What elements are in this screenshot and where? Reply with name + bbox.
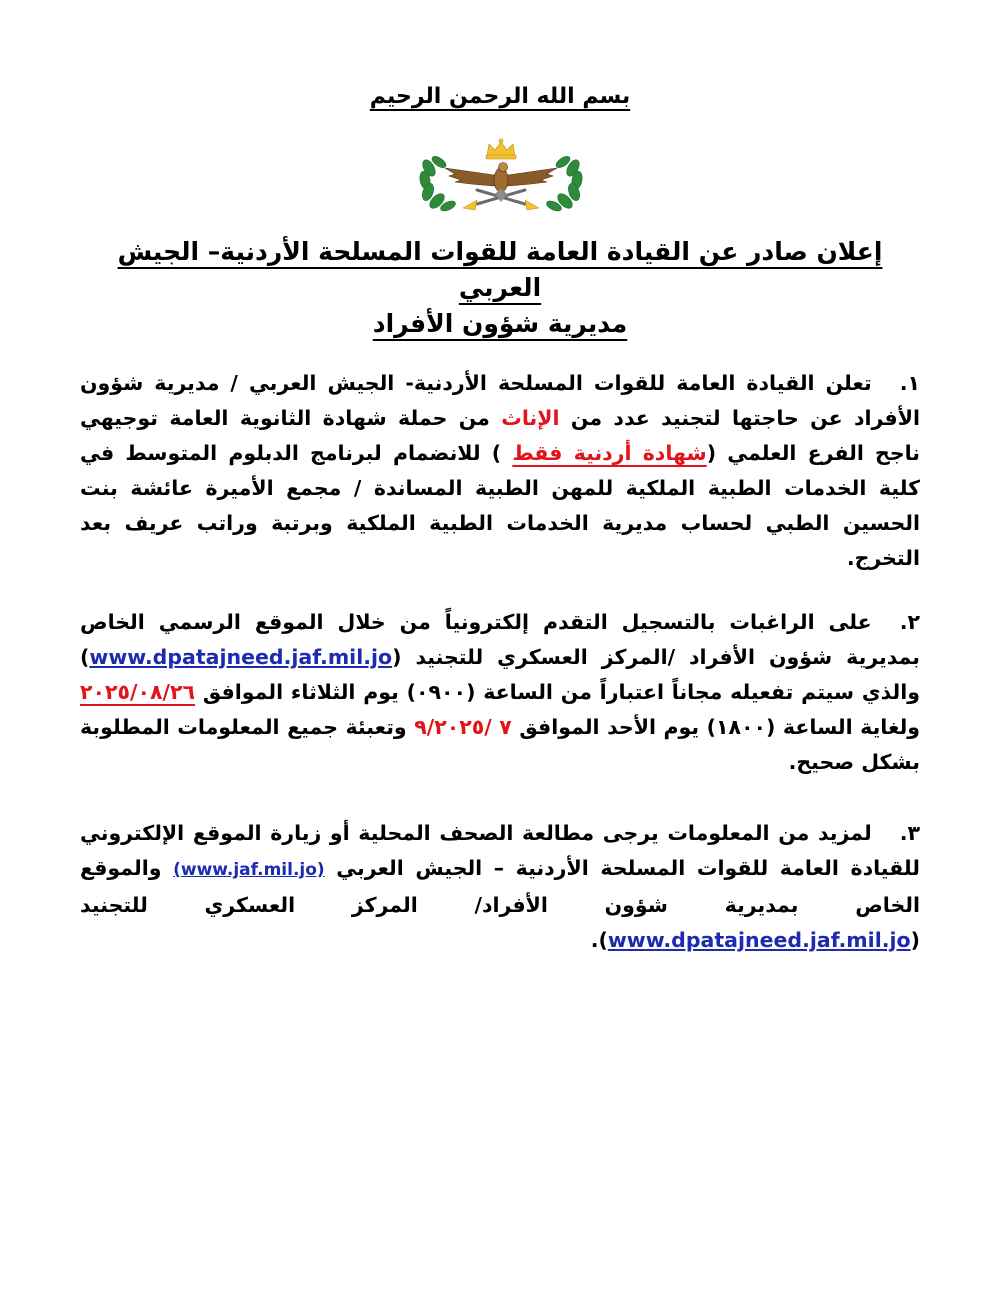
- jaf-link[interactable]: (www.jaf.mil.jo): [173, 860, 325, 880]
- paragraph-number: ٢.: [899, 610, 920, 634]
- basmala-header: [0, 84, 1000, 109]
- announcement-heading: [80, 234, 920, 342]
- paragraph-number: ١.: [899, 371, 920, 395]
- basmala-text: بسم الله الرحمن الرحيم: [369, 84, 631, 109]
- paragraph-text: تعلن القيادة العامة للقوات المسلحة الأردنية- الجيش العربي / مديرية شؤون الأفراد عن حاجتها لتجنيد عدد من: [80, 371, 920, 430]
- paragraph-text: ) للانضمام لبرنامج الدبلوم المتوسط في كلية الخدمات الطبية الملكية للمهن الطبية المساندة / مجمع الأميرة عائشة بنت الحسين الطبي لحساب مديرية الخدمات الطبية الملكية وبرتبة وراتب عريف بعد التخرج.: [80, 441, 920, 570]
- heading-line-2: مديرية شؤون الأفراد: [372, 309, 628, 338]
- highlight-jordanian-certificate-only: شهادة أردنية فقط: [512, 441, 707, 465]
- emblem-icon: [415, 138, 587, 216]
- paragraph-text: ) والذي سيتم تفعيله مجاناً اعتباراً من الساعة (٠٩٠٠) يوم الثلاثاء الموافق: [80, 645, 920, 704]
- paragraph-text: من حملة شهادة الثانوية العامة توجيهي ناجح الفرع العلمي (: [80, 406, 921, 465]
- end-date: ٧ /٩/٢٠٢٥: [414, 715, 512, 739]
- dpatajneed-link[interactable]: www.dpatajneed.jaf.mil.jo: [89, 645, 393, 669]
- paragraph-text: ).: [590, 928, 608, 952]
- paragraph-3: [80, 816, 920, 958]
- paragraph-1: [80, 366, 920, 576]
- highlight-females: الإناث: [501, 406, 560, 430]
- paragraph-text: ولغاية الساعة (١٨٠٠) يوم الأحد الموافق: [511, 715, 921, 739]
- paragraph-text: والموقع الخاص بمديرية شؤون الأفراد/ المركز العسكري للتجنيد (: [80, 856, 920, 952]
- paragraph-text: لمزيد من المعلومات يرجى مطالعة الصحف المحلية أو زيارة الموقع الإلكتروني للقيادة العامة للقوات المسلحة الأردنية – الجيش العربي: [80, 821, 920, 880]
- paragraph-number: ٣.: [899, 821, 920, 845]
- heading-line-1: إعلان صادر عن القيادة العامة للقوات المسلحة الأردنية– الجيش العربي: [117, 237, 883, 302]
- paragraph-text: وتعبئة جميع المعلومات المطلوبة بشكل صحيح.: [80, 715, 920, 774]
- paragraph-text: على الراغبات بالتسجيل التقدم إلكترونياً من خلال الموقع الرسمي الخاص بمديرية شؤون الأفراد /المركز العسكري للتجنيد (: [80, 610, 920, 669]
- start-date: ٢٠٢٥/٠٨/٢٦: [80, 680, 196, 704]
- jaf-emblem-logo: [415, 138, 587, 216]
- dpatajneed-link[interactable]: www.dpatajneed.jaf.mil.jo: [607, 928, 911, 952]
- paragraph-2: [80, 605, 920, 780]
